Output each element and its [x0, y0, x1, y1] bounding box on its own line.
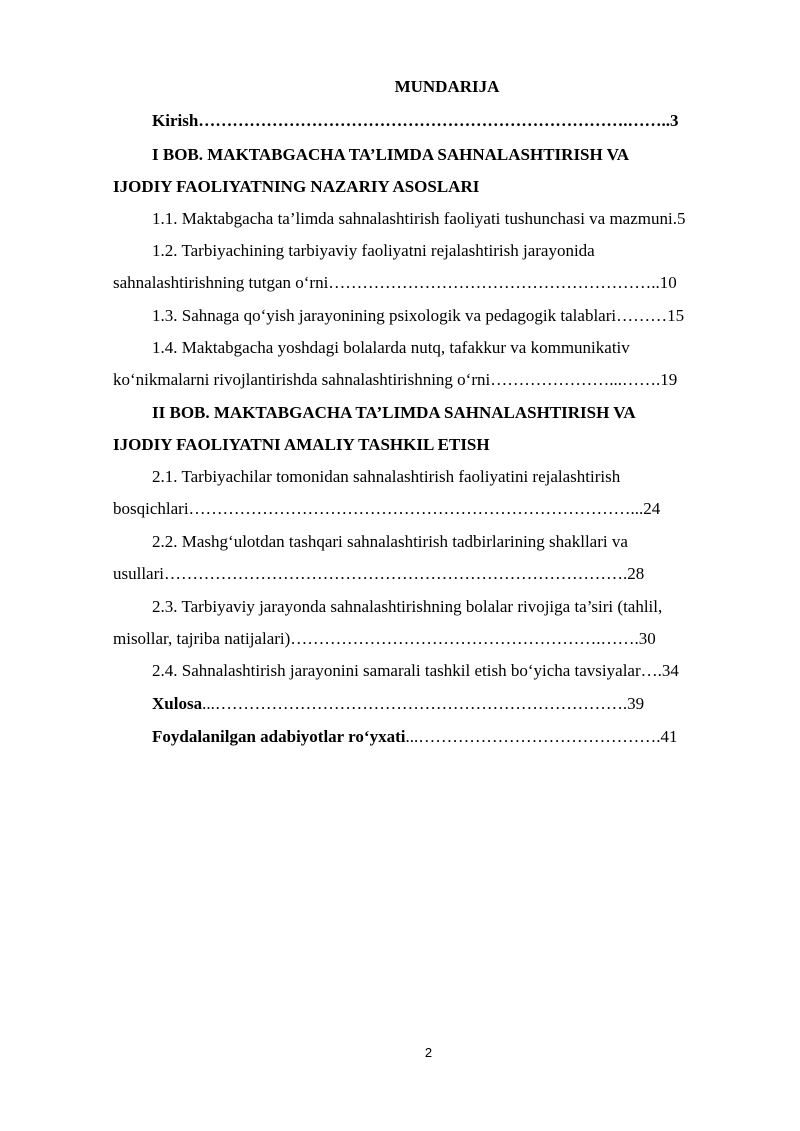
toc-chapter-2-heading-cont: IJODIY FAOLIYATNI AMALIY TASHKIL ETISH	[113, 435, 490, 454]
toc-conclusion-leader: ...……………………………………………………………….39	[202, 694, 645, 713]
toc-references	[152, 727, 677, 747]
toc-section-1-2-cont: sahnalashtirishning tutgan o‘rni…………………………………………………..10	[113, 273, 677, 292]
page-number: 2	[424, 1045, 433, 1060]
toc-section-2-1: 2.1. Tarbiyachilar tomonidan sahnalashtirish faoliyatini rejalashtirish	[152, 467, 621, 486]
toc-section-1-3: 1.3. Sahnaga qo‘yish jarayonining psixologik va pedagogik talablari………15	[152, 306, 685, 325]
toc-references-label: Foydalanilgan adabiyotlar ro‘yxati	[152, 727, 406, 746]
toc-section-2-3-cont: misollar, tajriba natijalari)……………………………………………….…….30	[113, 629, 656, 648]
toc-section-1-4-cont: ko‘nikmalarni rivojlantirishda sahnalashtirishning o‘rni…………………...…….19	[113, 370, 678, 389]
toc-conclusion-label: Xulosa	[152, 694, 203, 713]
toc-section-2-2: 2.2. Mashg‘ulotdan tashqari sahnalashtirish tadbirlarining shakllari va	[152, 532, 628, 551]
toc-chapter-1-heading-cont: IJODIY FAOLIYATNING NAZARIY ASOSLARI	[113, 177, 480, 196]
toc-section-1-1: 1.1. Maktabgacha ta’limda sahnalashtirish faoliyati tushunchasi va mazmuni.5	[152, 209, 686, 228]
toc-section-1-2: 1.2. Tarbiyachining tarbiyaviy faoliyatni rejalashtirish jarayonida	[152, 241, 595, 260]
toc-section-2-3: 2.3. Tarbiyaviy jarayonda sahnalashtirishning bolalar rivojiga ta’siri (tahlil,	[152, 597, 663, 616]
toc-section-2-2-cont: usullari……………………………………………………………………….28	[113, 564, 645, 583]
toc-chapter-1-heading: I BOB. MAKTABGACHA TA’LIMDA SAHNALASHTIRISH VA	[152, 145, 630, 164]
toc-intro: Kirish………………………………………………………………….……..3	[152, 111, 679, 130]
toc-section-2-1-cont: bosqichlari……………………………………………………………………...24	[113, 499, 661, 518]
toc-references-leader: ...…………………………………….41	[405, 727, 678, 746]
toc-chapter-2-heading: II BOB. MAKTABGACHA TA’LIMDA SAHNALASHTIRISH VA	[152, 403, 636, 422]
page-title: MUNDARIJA	[394, 77, 500, 96]
toc-conclusion	[152, 694, 644, 714]
toc-section-1-4: 1.4. Maktabgacha yoshdagi bolalarda nutq, tafakkur va kommunikativ	[152, 338, 630, 357]
toc-section-2-4: 2.4. Sahnalashtirish jarayonini samarali tashkil etish bo‘yicha tavsiyalar….34	[152, 661, 679, 680]
